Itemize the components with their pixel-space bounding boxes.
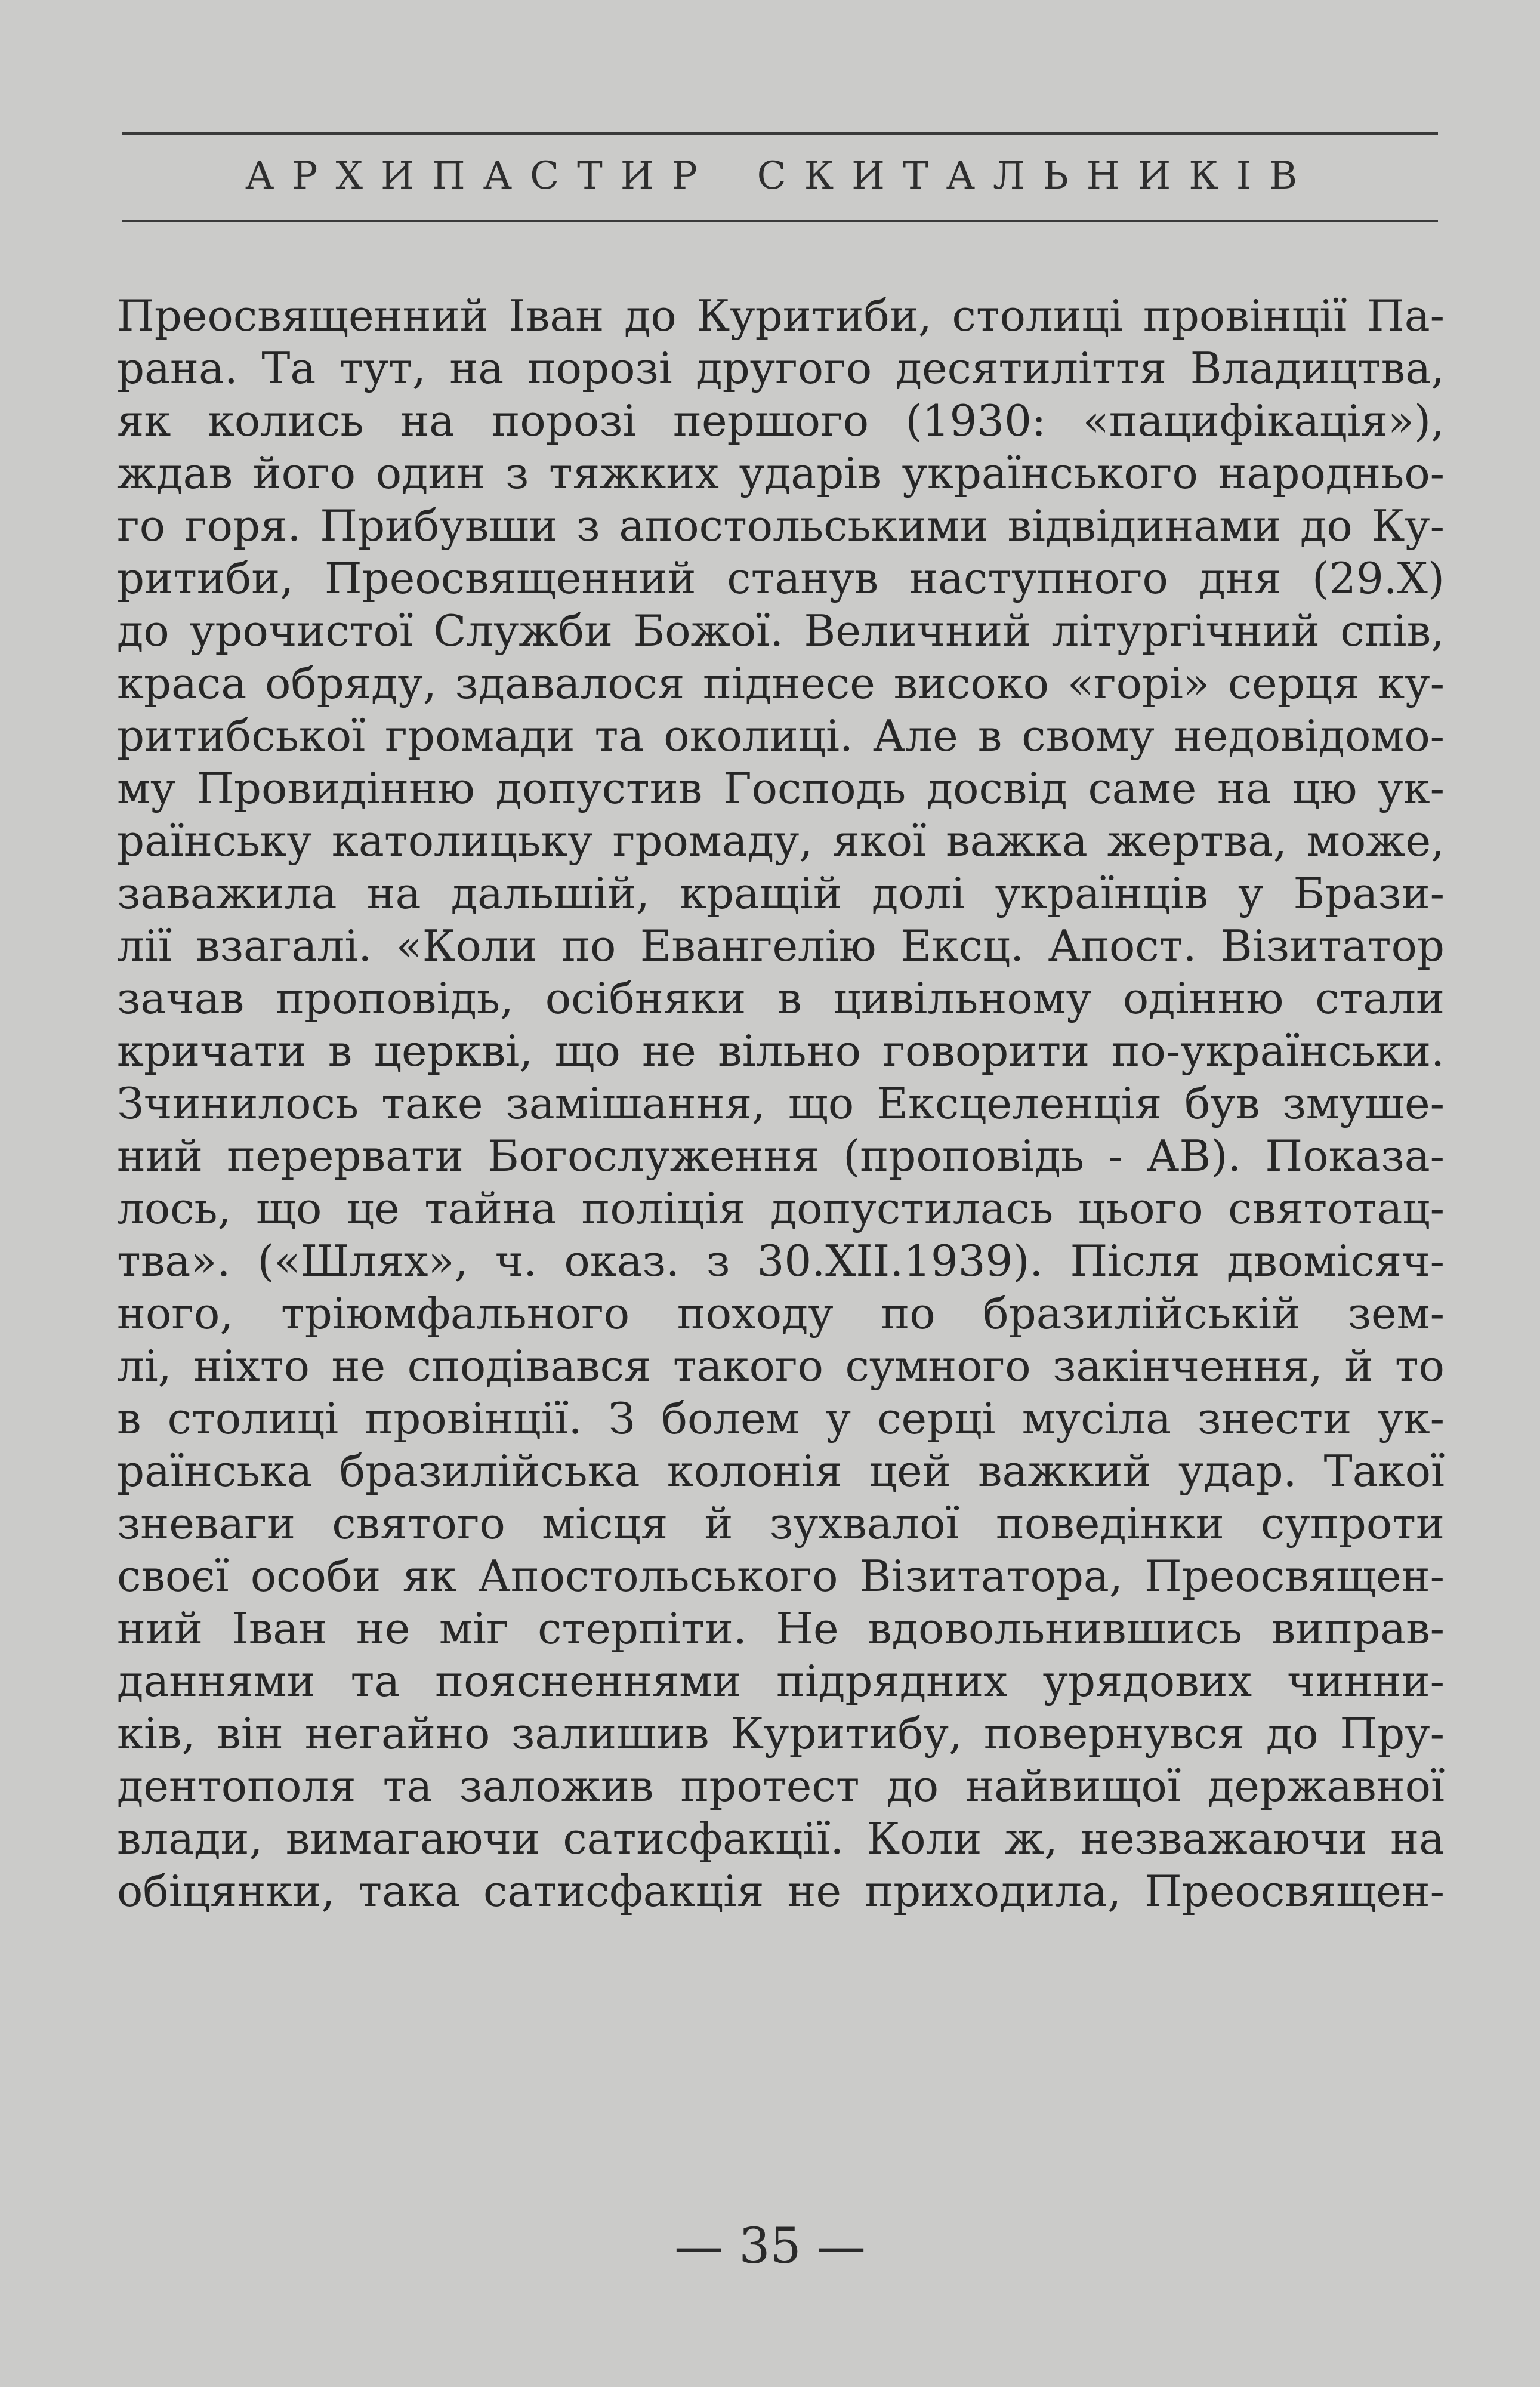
text-line: ний перервати Богослуження (проповідь - АВ). Показа- xyxy=(117,1131,1445,1181)
text-line: лі, ніхто не сподівався такого сумного закінчення, й то xyxy=(117,1341,1445,1391)
page-number: — 35 — xyxy=(674,2218,866,2275)
running-head-word-1: АРХИПАСТИР xyxy=(245,154,715,198)
text-line: рана. Та тут, на порозі другого десятиліття Владицтва, xyxy=(117,343,1445,393)
text-line: зневаги святого місця й зухвалої поведінки супроти xyxy=(117,1498,1445,1549)
text-line: Зчинилось таке замішання, що Ексцеленція був змуше- xyxy=(117,1078,1445,1128)
text-line: го горя. Прибувши з апостольськими відвідинами до Ку- xyxy=(117,501,1445,551)
header-rule-bottom xyxy=(122,220,1438,222)
text-line: ждав його один з тяжких ударів українського народньо- xyxy=(117,448,1445,498)
text-line: краса обряду, здавалося піднесе високо «горі» серця ку- xyxy=(117,658,1445,708)
text-line: раїнська бразилійська колонія цей важкий удар. Такої xyxy=(117,1446,1445,1496)
text-line: ритиби, Преосвященний станув наступного дня (29.X) xyxy=(117,553,1445,603)
text-line: лось, що це тайна поліція допустилась цього святотац- xyxy=(117,1183,1445,1233)
text-line: Преосвященний Іван до Куритиби, столиці провінції Па- xyxy=(117,291,1445,341)
text-line: заважила на дальшій, кращій долі українців у Брази- xyxy=(117,868,1445,918)
text-line: своєї особи як Апостольського Візитатора, Преосвящен- xyxy=(117,1551,1445,1601)
text-line: влади, вимагаючи сатисфакції. Коли ж, незважаючи на xyxy=(117,1814,1445,1864)
text-line: до урочистої Служби Божої. Величний літургічний спів, xyxy=(117,606,1445,656)
text-line: кричати в церкві, що не вільно говорити по-українськи. xyxy=(117,1026,1445,1076)
text-line: в столиці провінції. З болем у серці мусіла знести ук- xyxy=(117,1393,1445,1444)
text-line: обіцянки, така сатисфакція не приходила, Преосвящен- xyxy=(117,1866,1445,1916)
body-text xyxy=(117,289,1445,1917)
text-line: ного, тріюмфального походу по бразилійській зем- xyxy=(117,1288,1445,1339)
header-rule-top xyxy=(122,132,1438,135)
running-head-word-2: СКИТАЛЬНИКІВ xyxy=(757,154,1316,198)
text-line: дентополя та заложив протест до найвищої державної xyxy=(117,1761,1445,1811)
text-line: ритибської громади та околиці. Але в свому недовідомо- xyxy=(117,711,1445,761)
text-line: му Провидінню допустив Господь досвід саме на цю ук- xyxy=(117,763,1445,813)
text-line: тва». («Шлях», ч. оказ. з 30.XII.1939). Після двомісяч- xyxy=(117,1236,1445,1286)
text-line: як колись на порозі першого (1930: «пацифікація»), xyxy=(117,396,1445,446)
running-head xyxy=(122,152,1438,200)
text-line: ний Іван не міг стерпіти. Не вдовольнившись виправ- xyxy=(117,1603,1445,1654)
text-line: ків, він негайно залишив Куритибу, повернувся до Пру- xyxy=(117,1708,1445,1759)
text-line: раїнську католицьку громаду, якої важка жертва, може, xyxy=(117,816,1445,866)
text-line: даннями та поясненнями підрядних урядових чинни- xyxy=(117,1656,1445,1706)
text-line: зачав проповідь, осібняки в цивільному одінню стали xyxy=(117,973,1445,1023)
text-line: лії взагалі. «Коли по Евангелію Ексц. Апост. Візитатор xyxy=(117,921,1445,971)
